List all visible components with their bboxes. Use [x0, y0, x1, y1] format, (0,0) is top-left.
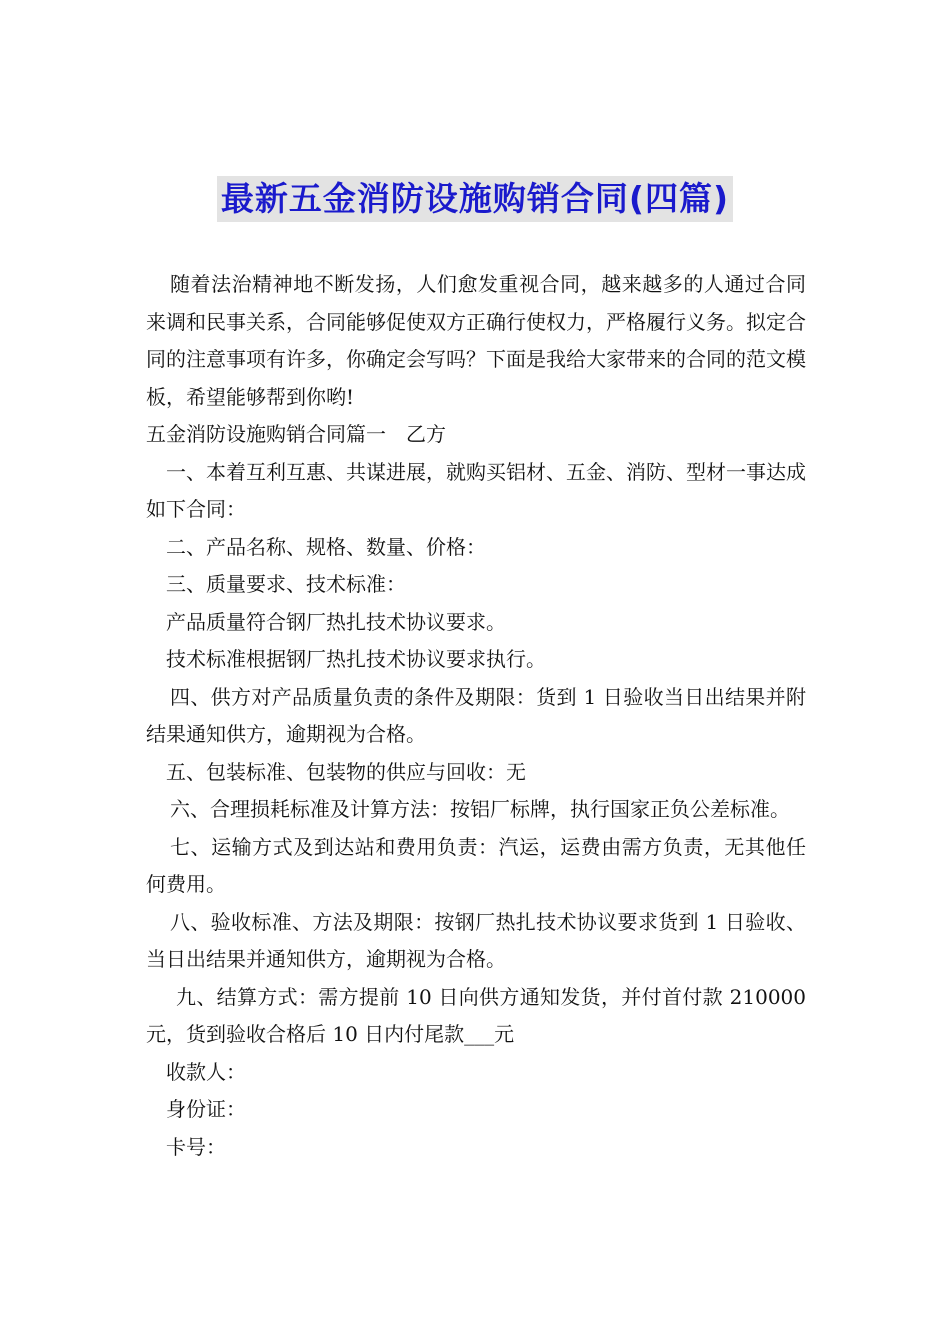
id-card-line: 身份证：: [166, 1097, 246, 1121]
payee-line: 收款人：: [166, 1059, 246, 1084]
card-number-line: 卡号：: [166, 1134, 226, 1159]
clause-3: 三、质量要求、技术标准：: [166, 572, 406, 596]
clause-2: 二、产品名称、规格、数量、价格：: [166, 534, 486, 559]
clause-3-quality: 产品质量符合钢厂热扎技术协议要求。: [166, 609, 506, 634]
section-heading: 五金消防设施购销合同篇一 乙方: [146, 422, 446, 446]
document-title: 最新五金消防设施购销合同(四篇): [217, 176, 733, 222]
clause-5: 五、包装标准、包装物的供应与回收：无: [166, 759, 526, 784]
clause-4: 四、供方对产品质量负责的条件及期限：货到 1 日验收当日出结果并附结果通知供方，逾期视为合格。: [146, 684, 806, 746]
clause-9: 九、结算方式：需方提前 10 日向供方通知发货，并付首付款 210000 元，货到验收合格后 10 日内付尾款___元: [146, 984, 806, 1046]
clause-1: 一、本着互利互惠、共谋进展，就购买铝材、五金、消防、型材一事达成如下合同：: [146, 459, 806, 521]
clause-3-standard: 技术标准根据钢厂热扎技术协议要求执行。: [166, 647, 546, 671]
clause-7: 七、运输方式及到达站和费用负责：汽运，运费由需方负责，无其他任何费用。: [146, 834, 806, 896]
intro-paragraph: 随着法治精神地不断发扬，人们愈发重视合同，越来越多的人通过合同来调和民事关系，合同能够促使双方正确行使权力，严格履行义务。拟定合同的注意事项有许多，你确定会写吗？下面是我给大家带来的合同的范文模板，希望能够帮到你哟!: [146, 272, 806, 409]
clause-6: 六、合理损耗标准及计算方法：按铝厂标牌，执行国家正负公差标准。: [170, 797, 790, 821]
title-container: [0, 176, 950, 222]
document-body: [146, 266, 806, 1166]
clause-8: 八、验收标准、方法及期限：按钢厂热扎技术协议要求货到 1 日验收、当日出结果并通知供方，逾期视为合格。: [146, 909, 806, 971]
